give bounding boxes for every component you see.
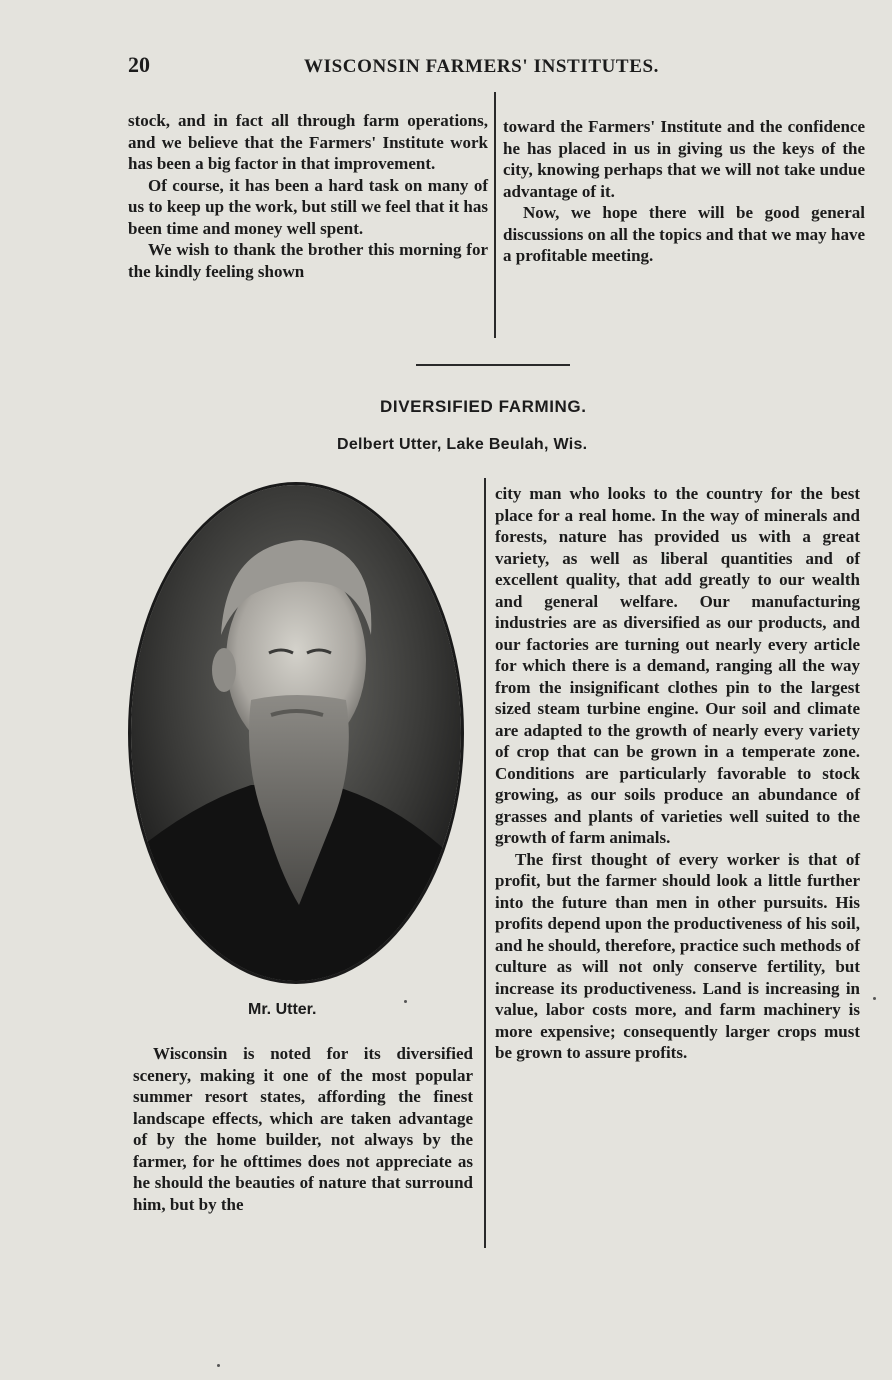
article-title: DIVERSIFIED FARMING. bbox=[380, 397, 587, 416]
print-speck bbox=[217, 1364, 220, 1367]
paragraph: The first thought of every worker is that of profit, but the farmer should look a little further into the future than men in other pursuits. His profits depend upon the productiveness of his soil, and he should, therefore, practice such methods of culture as will not only conserve fertility, but increase its productiveness. Land is increasing in value, labor costs more, and farm machinery is more expensive; consequently larger crops must be grown to assure profits. bbox=[495, 849, 860, 1062]
article-byline: Delbert Utter, Lake Beulah, Wis. bbox=[337, 436, 588, 453]
column-rule bbox=[494, 92, 496, 338]
portrait-photo bbox=[128, 482, 464, 984]
paragraph: Wisconsin is noted for its diversified scenery, making it one of the most popular summer resort states, affording the finest landscape effects, which are taken advantage of by the home builder, not always by the farmer, for he ofttimes does not appreciate as he should the beauties of nature that surround him, but by the bbox=[133, 1044, 473, 1214]
print-speck bbox=[873, 997, 876, 1000]
page-number: 20 bbox=[128, 52, 150, 77]
paragraph: city man who looks to the country for the best place for a real home. In the way of minerals and forests, nature has provided us with a great variety, as well as liberal quantities and of excellent quality, that add greatly to our wealth and general welfare. Our manufacturing industries are as diversified as our products, and our factories are turning out nearly every article for which there is a demand, ranging all the way from the insignificant clothes pin to the largest sized steam turbine engine. Our soil and climate are adapted to the growth of nearly every variety of crop that can be grown in a temperate zone. Conditions are particularly favorable to stock growing, as our soils produce an abundance of grasses and plants of varieties well suited to the growth of farm animals. bbox=[495, 484, 860, 847]
top-right-column bbox=[503, 116, 865, 267]
paragraph: toward the Farmers' Institute and the confidence he has placed in us in giving us the keys of the city, knowing perhaps that we will not take undue advantage of it. bbox=[503, 117, 865, 201]
portrait-illustration bbox=[131, 485, 461, 981]
article-right-column bbox=[495, 483, 860, 1064]
article-left-column bbox=[133, 1043, 473, 1215]
section-divider bbox=[416, 364, 570, 366]
top-left-column bbox=[128, 110, 488, 282]
paragraph: stock, and in fact all through farm operations, and we believe that the Farmers' Institute work has been a big factor in that improvement. bbox=[128, 111, 488, 173]
paragraph: Now, we hope there will be good general discussions on all the topics and that we may have a profitable meeting. bbox=[503, 203, 865, 265]
column-rule bbox=[484, 478, 486, 1248]
print-speck bbox=[404, 1000, 407, 1003]
portrait-caption: Mr. Utter. bbox=[248, 1001, 317, 1018]
paragraph: We wish to thank the brother this morning for the kindly feeling shown bbox=[128, 240, 488, 281]
paragraph: Of course, it has been a hard task on many of us to keep up the work, but still we feel that it has been time and money well spent. bbox=[128, 175, 488, 238]
running-head: WISCONSIN FARMERS' INSTITUTES. bbox=[304, 56, 659, 77]
